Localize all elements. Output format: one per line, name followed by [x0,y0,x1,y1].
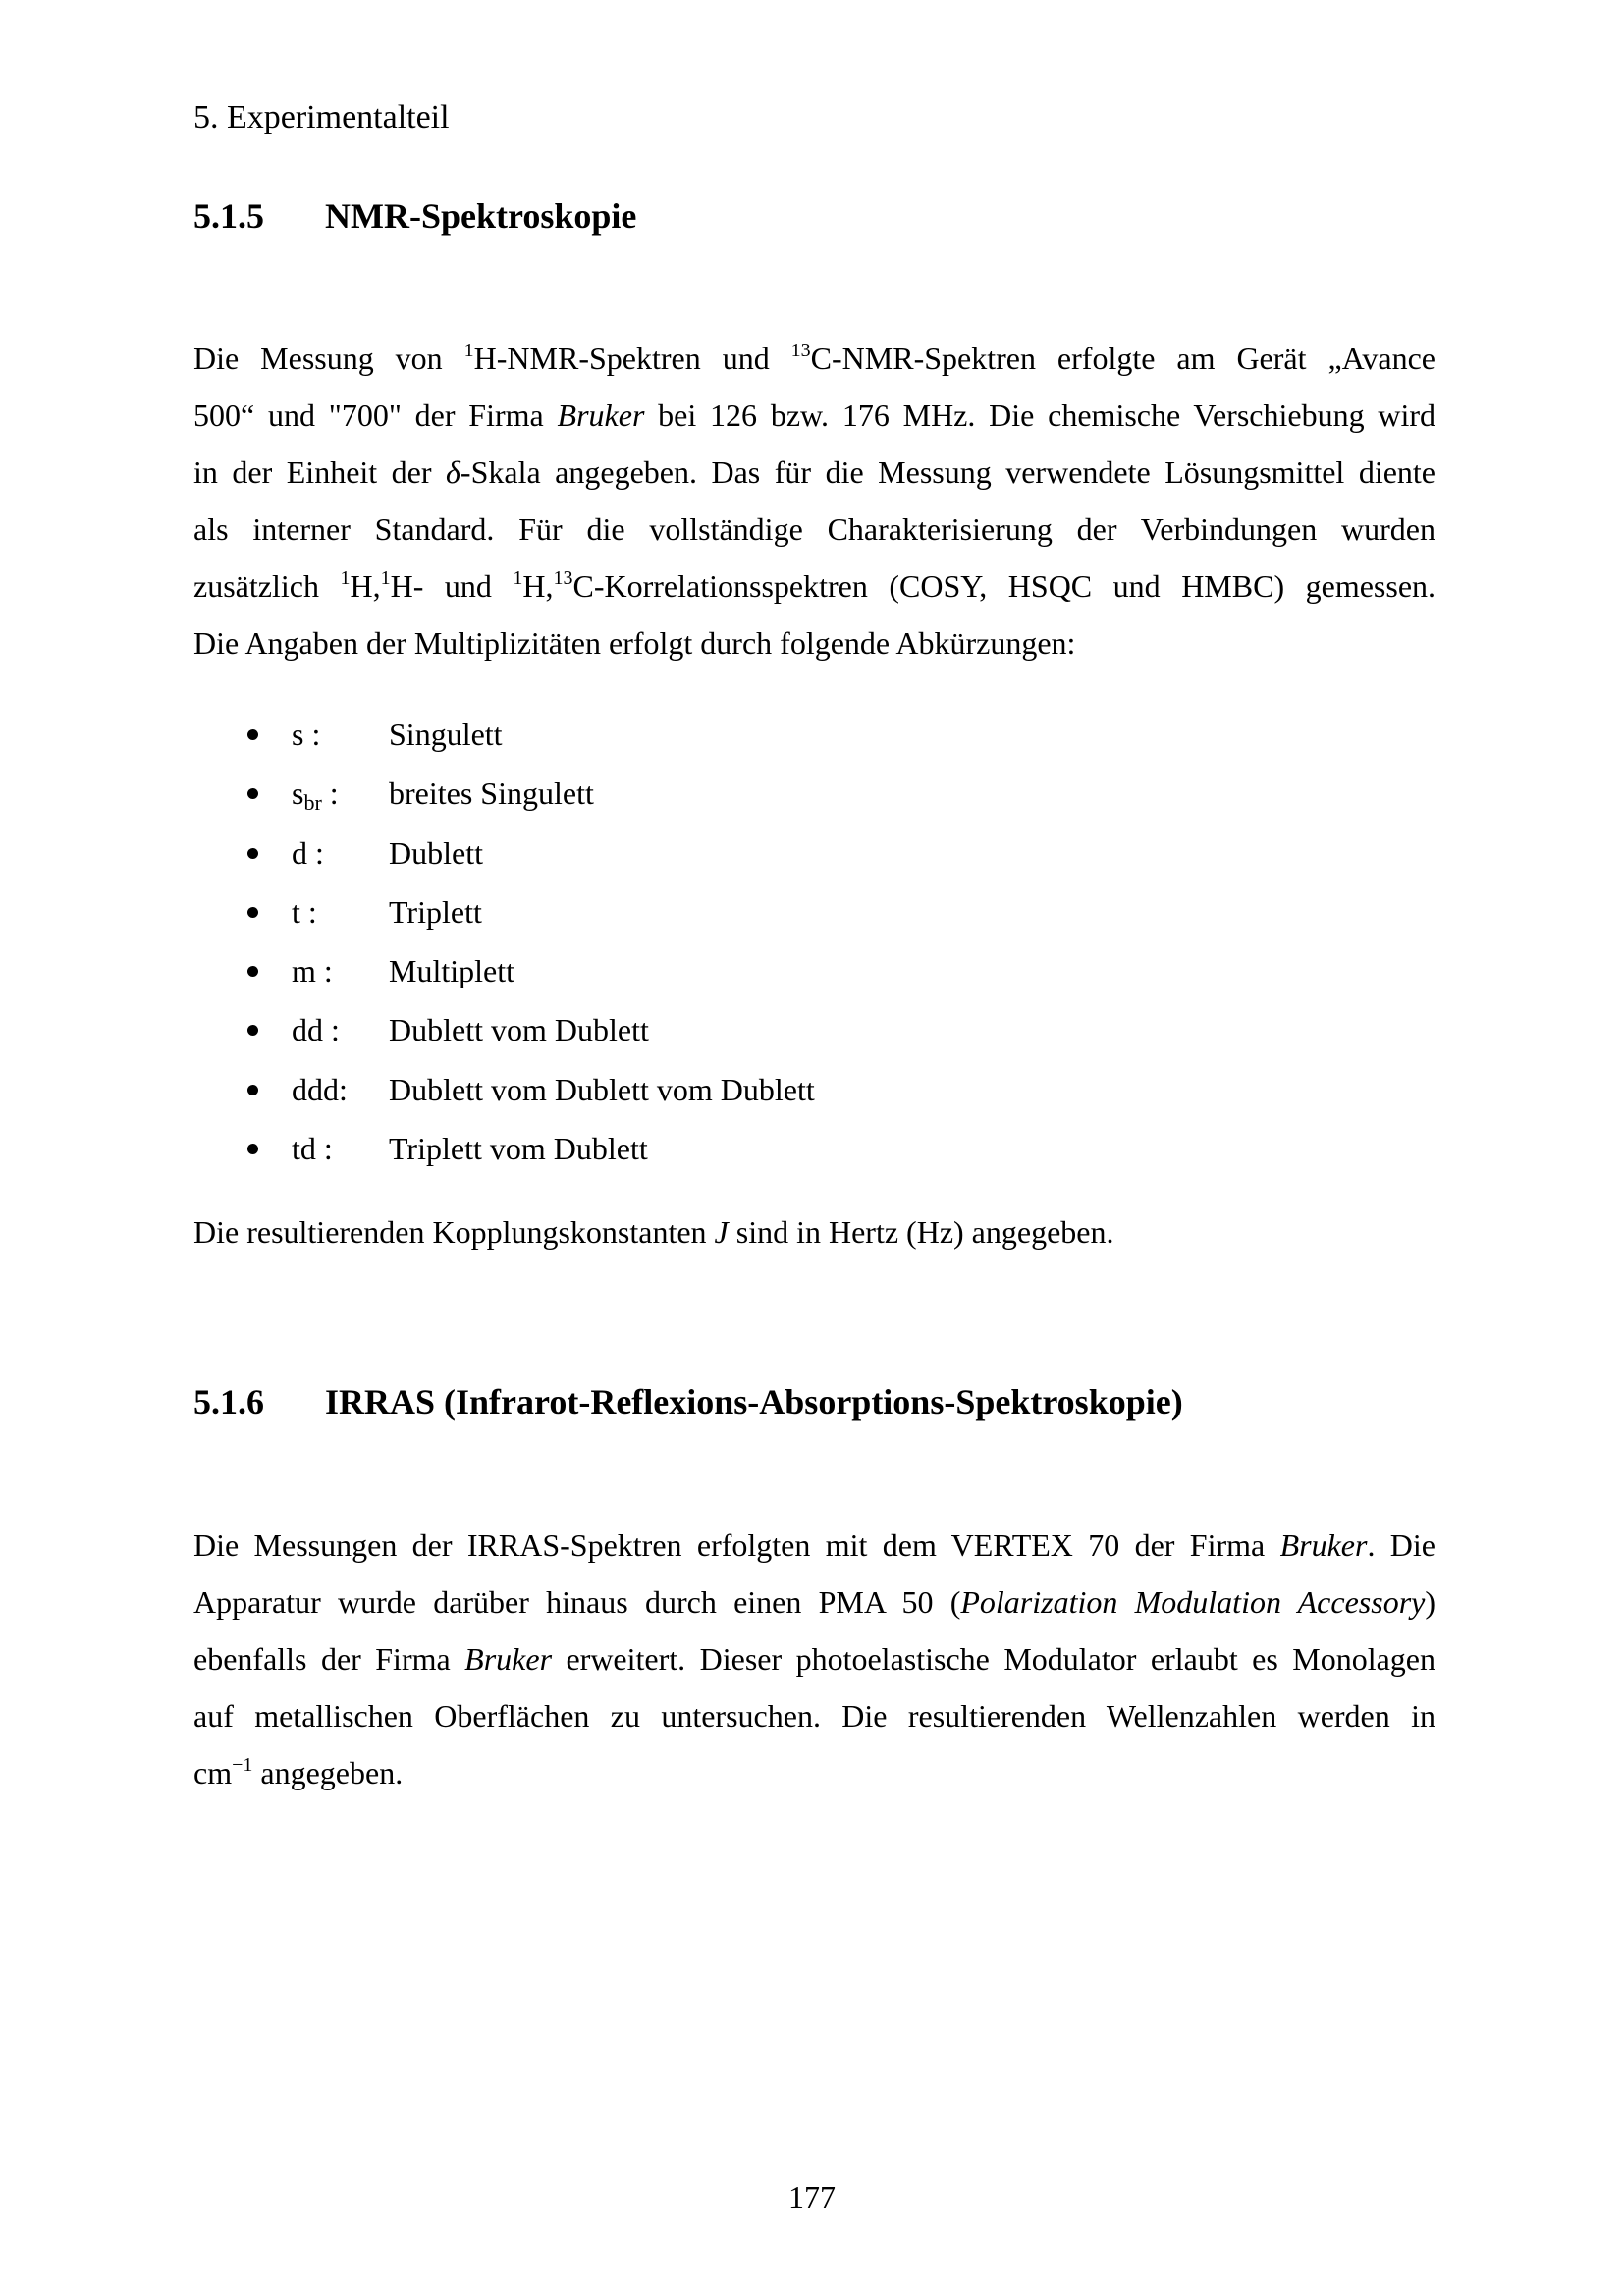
running-head: 5. Experimentalteil [193,99,450,135]
irras-paragraph [193,1517,1435,1801]
section-number: 5.1.6 [193,1382,264,1421]
text-line: Die Messung von $^1$H-NMR-Spektren und $^{13}$C-NMR-Spektren erfolgte am Gerät „Avance [193,340,1436,376]
text-line: Apparatur wurde darüber hinaus durch einen PMA 50 (Polarization Modulation Accessory) [193,1584,1435,1620]
section-heading-irras [193,1380,1183,1423]
delta-symbol: δ [446,454,460,490]
nmr-intro-paragraph [193,330,1435,671]
bullet-icon [247,1144,258,1154]
text-line: Die resultierenden Kopplungskonstanten J sind in Hertz (Hz) angegeben. [193,1214,1114,1250]
section-number: 5.1.5 [193,196,264,236]
bullet-icon [247,729,258,740]
bullet-icon [247,848,258,859]
text-line: in der Einheit der δ-Skala angegeben. Das für die Messung verwendete Lösungsmittel diente [193,454,1436,490]
page-number: 177 [788,2179,836,2215]
document-page: 5. Experimentalteil 5.1.5 NMR-Spektroskopie Die Messung von $^1$H-NMR-Spektren und $^{13}$C-NMR-Spektren erfolgte am Gerät „Avance 500“ und "700" der Firma Bruker bei 126 bzw. 176 MHz. Die chemische Verschiebung wird in der Einheit der δ-Skala angegeben. Das für die Messung verwendete Lösungsmittel diente als interner Standard. Für die vollständige Charakterisierung der Verbindungen wurden zusätzlich $^1$H,$^1$H- und $^1$H,$^{13}$C-Korrelationsspektren (COSY, HSQC und HMBC) gemessen. Die Angaben der Multiplizitäten erfolgt durch folgende Abkürzungen: s : Singulett $s_{br}$ : breites Singulett d : Dublett t : Triplett m : Multiplett dd : Dublett vom Dublett ddd: Dublett vom Dublett vom Dublett td : Triplett vom Dublett Die resultierenden Kopplungskonstanten J sind in Hertz (Hz) angegeben. 5.1.6 IRRAS (Infrarot-Reflexions-Absorptions-Spektroskopie) Die Messungen der IRRAS-Spektren erfolgten mit dem VERTEX 70 der Firma Bruker. Die Apparatur wurde darüber hinaus durch einen PMA 50 (Polarization Modulation Accessory) ebenfalls der Firma Bruker erweitert. Dieser photoelastische Modulator erlaubt es Monolagen auf metallischen Oberflächen zu untersuchen. Die resultierenden Wellenzahlen werden in $cm^{-1}$ angegeben. 177 [0,0,1624,2296]
bullet-icon [247,788,258,799]
text-line: ebenfalls der Firma Bruker erweitert. Dieser photoelastische Modulator erlaubt es Monolagen [193,1641,1436,1677]
text-line: zusätzlich $^1$H,$^1$H- und $^1$H,$^{13}$C-Korrelationsspektren (COSY, HSQC und HMBC) gemessen. [193,567,1436,604]
brand-name: Bruker [557,398,645,433]
text-line: Die Messungen der IRRAS-Spektren erfolgten mit dem VERTEX 70 der Firma Bruker. Die [193,1527,1436,1563]
section-title: NMR-Spektroskopie [325,196,637,236]
text-line: als interner Standard. Für die vollständige Charakterisierung der Verbindungen wurden [193,511,1435,547]
section-heading-nmr [193,194,636,238]
text-line: auf metallischen Oberflächen zu untersuchen. Die resultierenden Wellenzahlen werden in [193,1698,1435,1734]
bullet-icon [247,1025,258,1036]
brand-name: Bruker [1279,1527,1368,1563]
text-line: 500“ und "700" der Firma Bruker bei 126 bzw. 176 MHz. Die chemische Verschiebung wird [193,398,1436,433]
bullet-icon [247,1085,258,1095]
coupling-paragraph [193,1203,1435,1260]
bullet-icon [247,907,258,918]
brand-name: Bruker [464,1641,553,1677]
section-title: IRRAS (Infrarot-Reflexions-Absorptions-Spektroskopie) [325,1382,1183,1421]
bullet-icon [247,966,258,977]
text-line: $cm^{-1}$ angegeben. [193,1754,404,1790]
coupling-symbol: J [714,1214,729,1250]
text-line: Die Angaben der Multiplizitäten erfolgt durch folgende Abkürzungen: [193,625,1076,661]
